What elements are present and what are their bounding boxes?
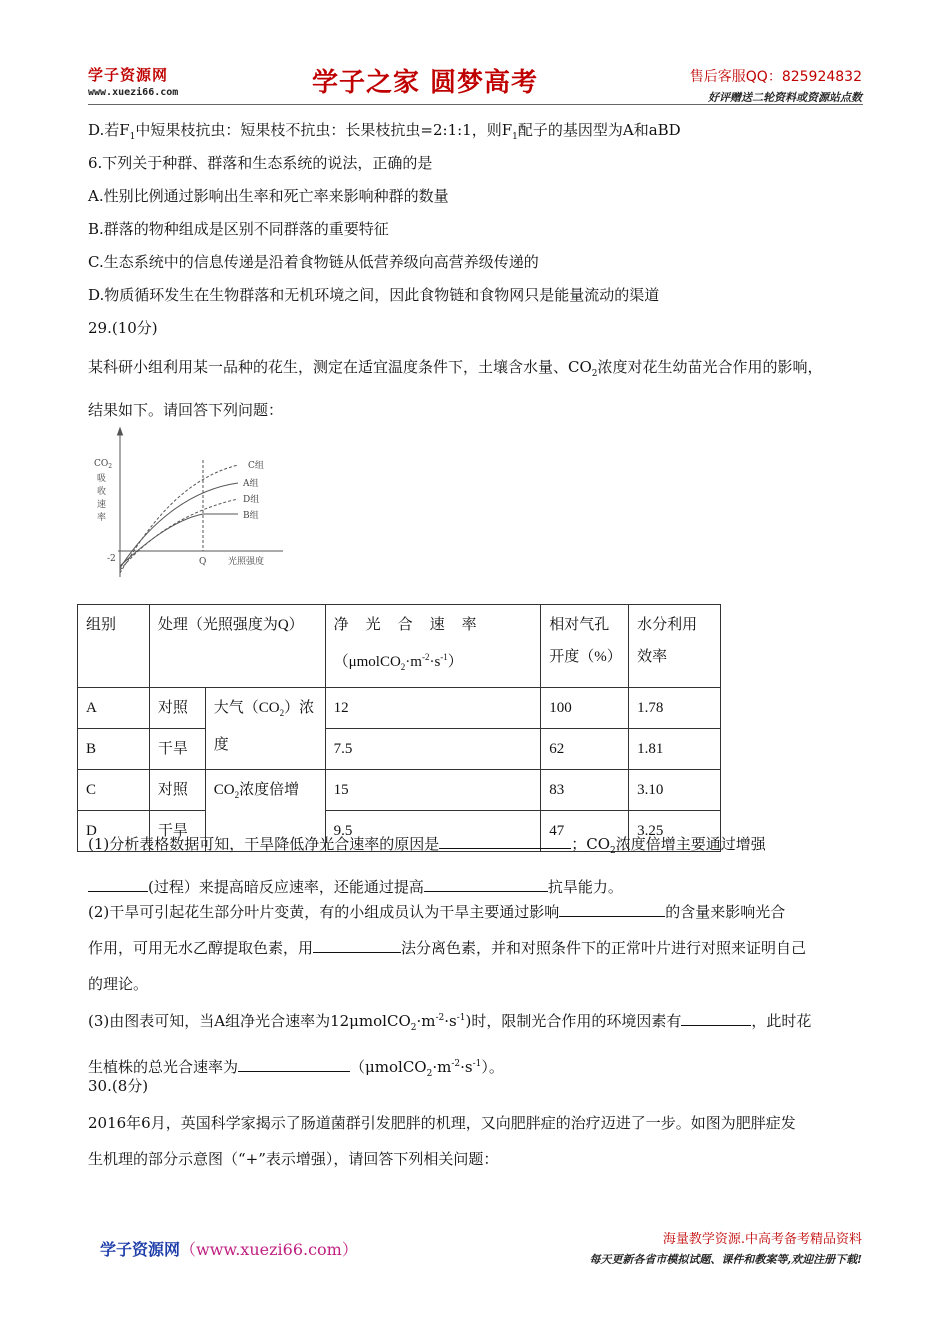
q6-option-c: C.生态系统中的信息传递是沿着食物链从低营养级向高营养级传递的 [88, 253, 539, 271]
q5d-text-1: D.若F [88, 121, 130, 139]
q29-p3-text-b: ·m [416, 1012, 436, 1030]
answer-blank[interactable] [424, 877, 548, 892]
header-group: 组别 [78, 605, 150, 688]
cell-group: C [78, 770, 150, 811]
cell-co2-normal: 大气$(CO_2)$浓 度 [205, 688, 325, 770]
table-header-row [78, 605, 721, 688]
q29-p1-text-b: ；CO [571, 835, 611, 853]
cell-condition: 对照 [149, 688, 205, 729]
q29-p2-text-c: 作用，可用无水乙醇提取色素，用 [88, 939, 314, 957]
q6-stem: 6.下列关于种群、群落和生态系统的说法，正确的是 [88, 154, 433, 172]
header-net-rate-title: 净 光 合 速 率 [333, 617, 478, 633]
table-row [78, 729, 721, 770]
q29-stem-text-3: 结果如下。请回答下列问题： [88, 401, 284, 419]
cell-condition: 干旱 [149, 811, 205, 852]
cell-condition: 对照 [149, 770, 205, 811]
q29-p2-text-e: 的理论。 [88, 975, 149, 993]
q29-p3-text-a: (3)由图表可知，当A组净光合速率为12μmolCO [88, 1012, 411, 1030]
cell-water-use: 1.81 [629, 729, 721, 770]
q29-p2-text-d: 法分离色素，并和对照条件下的正常叶片进行对照来证明自己 [401, 939, 807, 957]
curve-a [120, 483, 238, 568]
header-water-1: 水分利用 [637, 617, 698, 633]
answer-blank[interactable] [681, 1011, 751, 1026]
q6-option-b: B.群落的物种组成是区别不同群落的重要特征 [88, 220, 389, 238]
co2-uptake-graph [88, 425, 288, 585]
q29-p1-text-c: 浓度倍增主要通过增强 [615, 835, 766, 853]
q29-p3-text-j: ）。 [481, 1058, 504, 1076]
graph-y-label-1: 吸 [97, 474, 107, 484]
footer-left [100, 1237, 358, 1260]
q29-p3-sub-2: 2 [426, 1069, 433, 1079]
answer-blank[interactable] [88, 877, 148, 892]
table-row [78, 770, 721, 811]
q29-p3-sup-1: -2 [435, 1013, 445, 1023]
q30-title: 30.(8分) [88, 1077, 149, 1095]
cell-stomata: 62 [541, 729, 629, 770]
footer-promo-2: 每天更新各省市模拟试题、课件和教案等,欢迎注册下载! [589, 1253, 862, 1266]
cell-group: B [78, 729, 150, 770]
q29-p1-text-a: (1)分析表格数据可知，干旱降低净光合速率的原因是 [88, 835, 440, 853]
answer-blank[interactable] [439, 834, 571, 849]
q29-p1-text-d: (过程）来提高暗反应速率，还能通过提高 [148, 878, 424, 896]
q29-p3-sub: 2 [410, 1023, 417, 1033]
header-net-rate-unit: $(\mu molCO_2\cdot m^{-2}\cdot s^{-1})$ [333, 652, 463, 672]
header-water-2: 效率 [637, 649, 668, 665]
q5d-text-2: 中短果枝抗虫：短果枝不抗虫：长果枝抗虫=2:1:1，则F [135, 121, 513, 139]
q29-p3-text-f: 生植株的总光合速率为 [88, 1058, 239, 1076]
graph-y-label-2: 收 [97, 487, 107, 497]
graph-y-label-co2: $CO_2$ [94, 459, 113, 470]
header-net-rate [325, 605, 541, 688]
q29-p1-sub: 2 [610, 846, 616, 856]
table-row [78, 688, 721, 729]
cell-water-use: 1.78 [629, 688, 721, 729]
cell-condition: 干旱 [149, 729, 205, 770]
q29-p3-text-e: ，此时花 [751, 1012, 812, 1030]
footer-site-name: 学子资源网 [100, 1240, 181, 1259]
graph-y-label-3: 速 [97, 500, 107, 510]
cell-water-use: 3.10 [629, 770, 721, 811]
q29-stem-text-2: 浓度对花生幼苗光合作用的影响， [597, 358, 823, 376]
cell-net-rate: 9.5 [325, 811, 541, 852]
cell-stomata: 47 [541, 811, 629, 852]
q29-part-2 [88, 894, 863, 1002]
q5d-text-3: 配子的基因型为A和aBD [517, 121, 681, 139]
q6-option-d: D.物质循环发生在生物群落和无机环境之间，因此食物链和食物网只是能量流动的渠道 [88, 286, 660, 304]
curve-d [120, 499, 238, 570]
graph-x-label: 光照强度 [228, 557, 265, 567]
header-water-use [629, 605, 721, 688]
header-tagline: 好评赠送二轮资料或资源站点数 [708, 91, 862, 104]
q29-p3-sup-3: -2 [451, 1059, 461, 1069]
cell-net-rate: 7.5 [325, 729, 541, 770]
q29-p3-text-g: （μmolCO [350, 1058, 427, 1076]
cell-group: D [78, 811, 150, 852]
cell-net-rate: 15 [325, 770, 541, 811]
y-axis-arrow [118, 428, 123, 435]
q30-stem [88, 1105, 863, 1177]
header-stomata-1: 相对气孔 [549, 617, 610, 633]
q29-p3-sup-4: -1 [472, 1059, 482, 1069]
header-stomata [541, 605, 629, 688]
header-logo-left [88, 64, 178, 98]
graph-y-label-4: 率 [97, 513, 107, 523]
q29-title: 29.(10分) [88, 319, 158, 337]
q29-p1-text-e: 抗旱能力。 [547, 878, 623, 896]
header-stomata-2: 开度（%） [549, 649, 622, 665]
cell-water-use: 3.25 [629, 811, 721, 852]
cell-co2-double: $CO_2$浓度倍增 [205, 770, 325, 852]
q5d-sub-1: 1 [129, 132, 136, 142]
cell-stomata: 83 [541, 770, 629, 811]
cell-stomata: 100 [541, 688, 629, 729]
q29-p3-text-c: ·s [444, 1012, 457, 1030]
curve-c [120, 465, 238, 573]
site-logo-text: 学子资源网 [88, 66, 169, 84]
photosynthesis-table [77, 604, 721, 852]
q30-stem-text-1: 2016年6月，英国科学家揭示了肠道菌群引发肥胖的机理，又向肥胖症的治疗迈进了一步。如图为肥胖症发 [88, 1114, 796, 1132]
header-treatment: 处理（光照强度为Q） [149, 605, 325, 688]
legend-c: C组 [248, 461, 264, 471]
cell-net-rate: 12 [325, 688, 541, 729]
header-right [690, 66, 862, 105]
q29-p3-text-i: ·s [460, 1058, 473, 1076]
answer-blank[interactable] [313, 938, 401, 953]
q29-p3-sup-2: -1 [456, 1013, 466, 1023]
q29-p2-text-b: 的含量来影响光合 [665, 903, 786, 921]
q6-option-a: A.性别比例通过影响出生率和死亡率来影响种群的数量 [88, 187, 449, 205]
header-divider [88, 104, 863, 105]
legend-a: A组 [243, 479, 259, 489]
q29-p2-text-a: (2)干旱可引起花生部分叶片变黄，有的小组成员认为干旱主要通过影响 [88, 903, 560, 921]
q29-stem-text-1: 某科研小组利用某一品种的花生，测定在适宜温度条件下，土壤含水量、CO [88, 358, 592, 376]
q29-stem [88, 349, 863, 428]
graph-x-tick: Q [199, 557, 207, 567]
header-slogan: 学子之家 圆梦高考 [312, 68, 539, 98]
graph-y-tick: -2 [107, 554, 116, 564]
cell-group: A [78, 688, 150, 729]
q29-stem-sub: 2 [591, 369, 598, 379]
q29-p3-text-h: ·m [432, 1058, 452, 1076]
legend-b: B组 [243, 511, 259, 521]
q29-p3-text-d: )时，限制光合作用的环境因素有 [465, 1012, 682, 1030]
q5d-sub-2: 1 [512, 132, 518, 142]
site-url: www.xuezi66.com [88, 87, 179, 98]
answer-blank[interactable] [559, 902, 665, 917]
qq-contact: 售后客服QQ：825924832 [689, 69, 862, 85]
legend-d: D组 [243, 495, 260, 505]
footer-right [589, 1228, 862, 1267]
footer-site-url[interactable]: （www.xuezi66.com） [180, 1240, 358, 1259]
footer-promo-1: 海量教学资源.中高考备考精品资料 [662, 1232, 862, 1247]
q30-stem-text-2: 生机理的部分示意图（“+”表示增强），请回答下列相关问题： [88, 1150, 499, 1168]
